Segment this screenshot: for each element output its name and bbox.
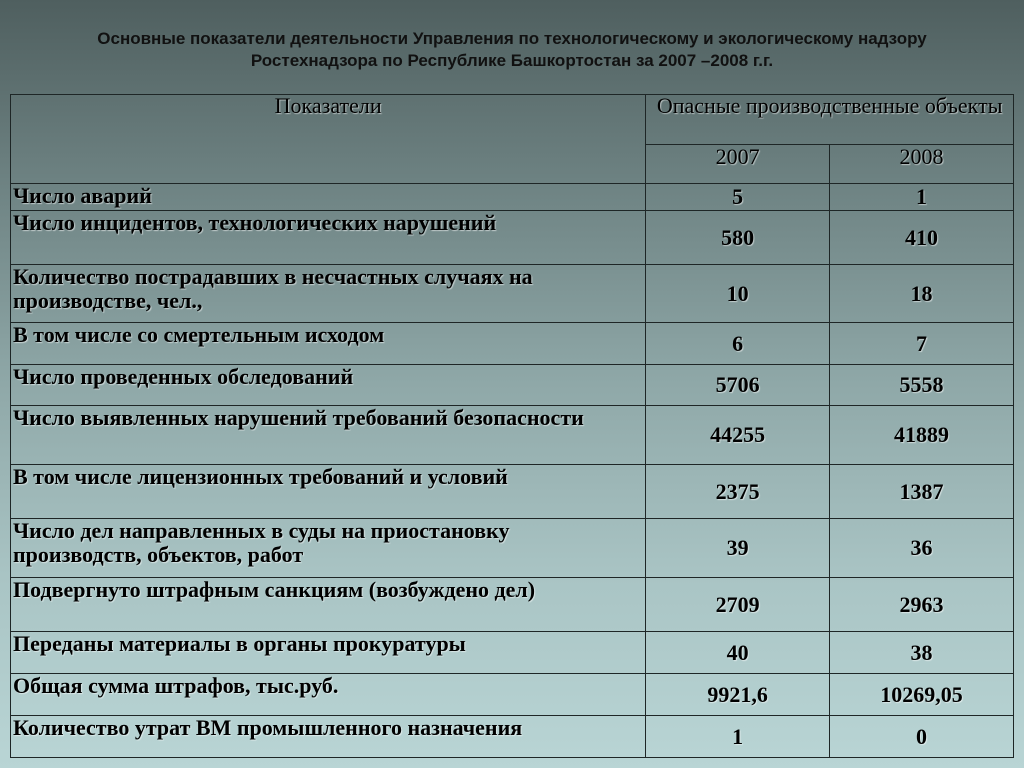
row-label: Количество утрат ВМ промышленного назначения — [11, 716, 646, 758]
value-2007: 40 — [646, 632, 830, 674]
table-row — [11, 674, 1014, 716]
row-label: Число инцидентов, технологических нарушений — [11, 211, 646, 265]
header-hazardous-objects: Опасные производственные объекты — [646, 95, 1014, 145]
value-2008: 18 — [829, 265, 1013, 323]
table-row — [11, 716, 1014, 758]
table-row — [11, 211, 1014, 265]
slide-title — [0, 28, 1024, 72]
value-2008: 1 — [829, 184, 1013, 211]
row-label: Количество пострадавших в несчастных случаях на производстве, чел., — [11, 265, 646, 323]
row-label: Переданы материалы в органы прокуратуры — [11, 632, 646, 674]
header-year-2008: 2008 — [829, 145, 1013, 184]
table-row — [11, 632, 1014, 674]
value-2007: 10 — [646, 265, 830, 323]
table-row — [11, 184, 1014, 211]
row-label: В том числе со смертельным исходом — [11, 323, 646, 365]
value-2007: 5706 — [646, 365, 830, 406]
value-2008: 2963 — [829, 578, 1013, 632]
value-2008: 7 — [829, 323, 1013, 365]
value-2008: 5558 — [829, 365, 1013, 406]
value-2007: 44255 — [646, 406, 830, 465]
row-label: В том числе лицензионных требований и условий — [11, 465, 646, 519]
row-label: Общая сумма штрафов, тыс.руб. — [11, 674, 646, 716]
value-2008: 36 — [829, 519, 1013, 578]
header-indicators: Показатели — [11, 95, 646, 184]
table-row — [11, 578, 1014, 632]
table-row — [11, 406, 1014, 465]
value-2007: 9921,6 — [646, 674, 830, 716]
row-label: Подвергнуто штрафным санкциям (возбуждено дел) — [11, 578, 646, 632]
value-2007: 2375 — [646, 465, 830, 519]
title-line-1: Основные показатели деятельности Управления по технологическому и экологическому надзору — [97, 29, 927, 48]
value-2008: 38 — [829, 632, 1013, 674]
header-year-2007: 2007 — [646, 145, 830, 184]
value-2007: 580 — [646, 211, 830, 265]
table-row — [11, 519, 1014, 578]
value-2008: 10269,05 — [829, 674, 1013, 716]
value-2008: 41889 — [829, 406, 1013, 465]
table-row — [11, 265, 1014, 323]
row-label: Число дел направленных в суды на приостановку производств, объектов, работ — [11, 519, 646, 578]
row-label: Число аварий — [11, 184, 646, 211]
value-2007: 2709 — [646, 578, 830, 632]
value-2007: 1 — [646, 716, 830, 758]
value-2007: 6 — [646, 323, 830, 365]
value-2008: 410 — [829, 211, 1013, 265]
value-2007: 5 — [646, 184, 830, 211]
title-line-2: Ростехнадзора по Республике Башкортостан за 2007 –2008 г.г. — [250, 51, 774, 70]
value-2007: 39 — [646, 519, 830, 578]
row-label: Число проведенных обследований — [11, 365, 646, 406]
table-row — [11, 365, 1014, 406]
value-2008: 1387 — [829, 465, 1013, 519]
table-row — [11, 323, 1014, 365]
row-label: Число выявленных нарушений требований безопасности — [11, 406, 646, 465]
table-row — [11, 465, 1014, 519]
indicators-table — [10, 94, 1014, 758]
value-2008: 0 — [829, 716, 1013, 758]
